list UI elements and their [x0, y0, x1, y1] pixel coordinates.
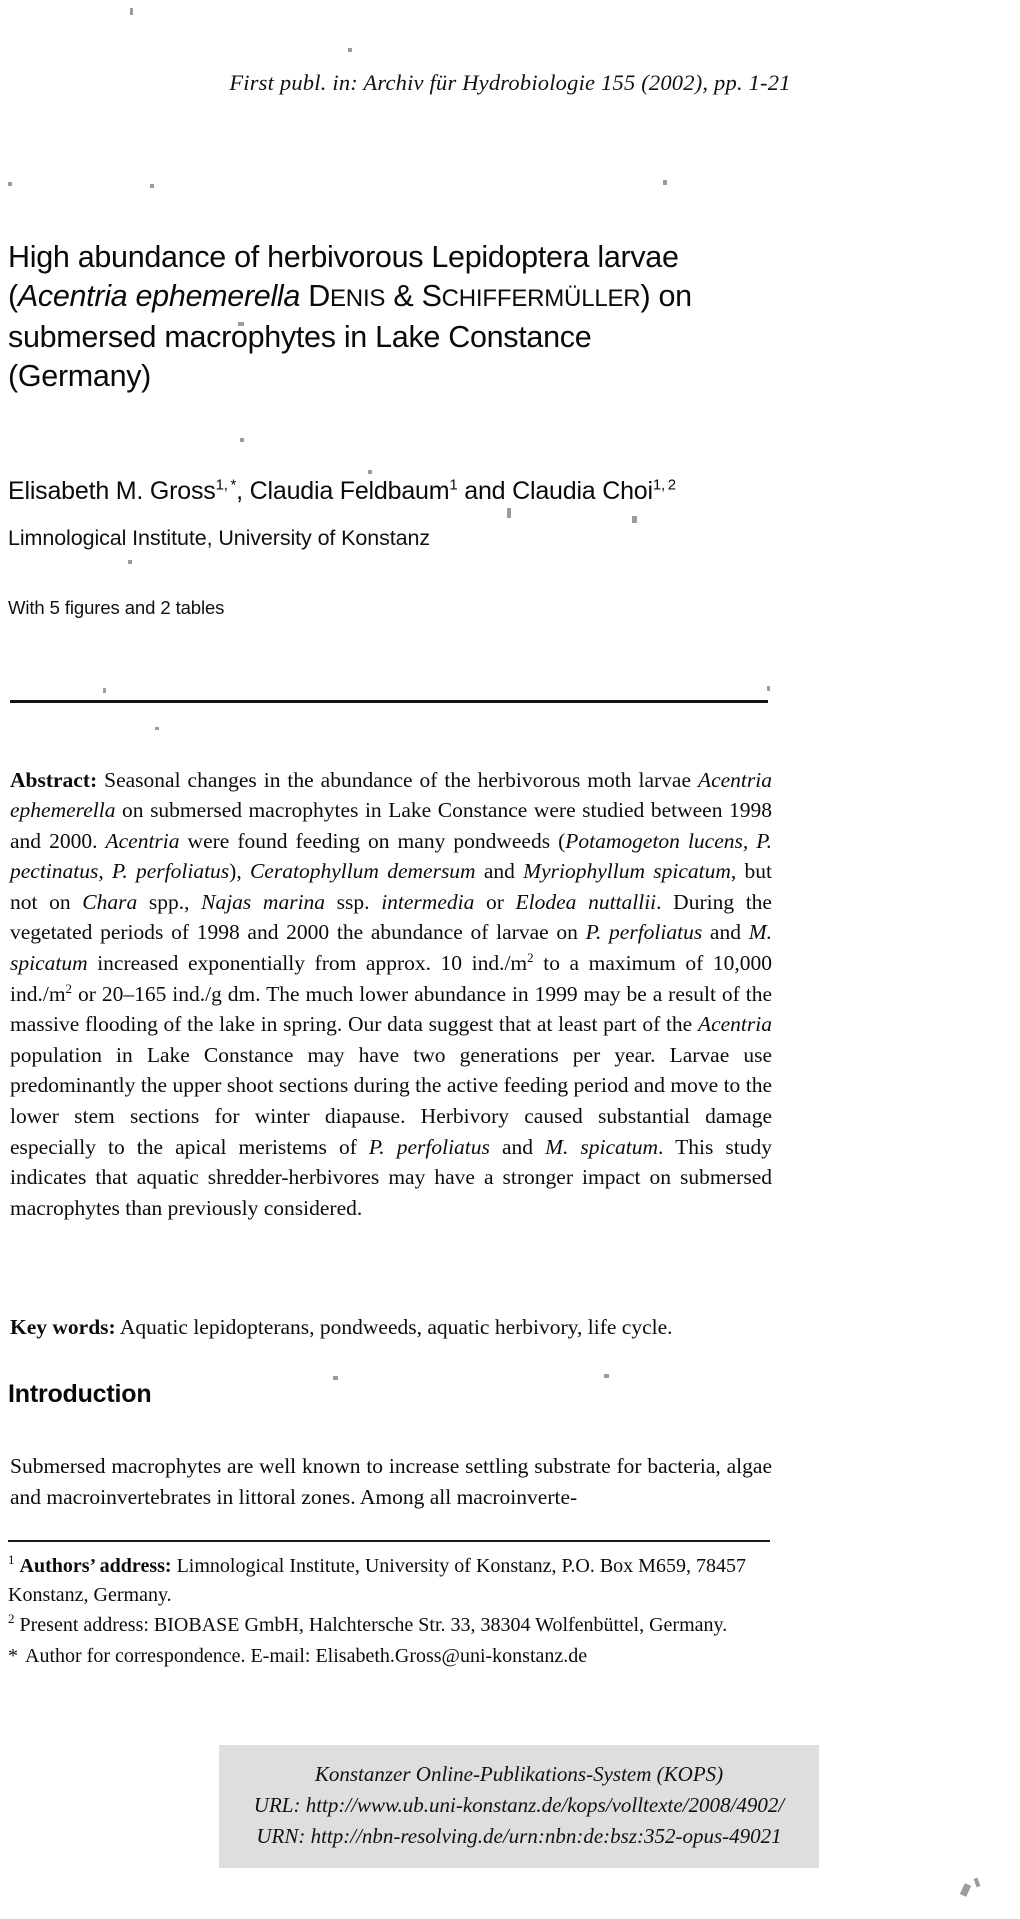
scan-speck [604, 1374, 609, 1378]
species-name: P. perfoliatus [368, 1134, 490, 1159]
abstract-text: ), [229, 859, 250, 884]
introduction-body-text: Submersed macrophytes are well known to increase settling substrate for bacteria, algae and macroinvertebrates in littoral zones. Among all macroinverte- [10, 1453, 772, 1509]
footnote-item [8, 1552, 778, 1609]
author-list [8, 476, 908, 507]
authority-schiffermuller-rest: CHIFFERMÜLLER [441, 285, 641, 313]
page-title [8, 238, 808, 396]
species-name: Acentria ephemerella [10, 767, 772, 823]
title-line-3: submersed macrophytes in Lake Constance [8, 320, 592, 355]
publication-source-header: First publ. in: Archiv für Hydrobiologie 155 (2002), pp. 1-21 [229, 70, 791, 95]
title-line-2-close: ) on [640, 279, 692, 314]
species-name: Potamogeton lucens, P. pectinatus, P. perfoliatus [10, 828, 773, 884]
scan-speck [974, 1878, 981, 1888]
authority-schiffermuller-initial: S [421, 279, 442, 314]
keywords-paragraph [10, 1312, 780, 1342]
species-name: M. spicatum [10, 920, 772, 976]
scan-speck [960, 1883, 971, 1897]
figures-tables-note: With 5 figures and 2 tables [8, 597, 225, 618]
scan-speck [240, 438, 244, 442]
species-name: Acentria [697, 1012, 772, 1037]
abstract-text: . This study indicates that aquatic shredder-herbivores may have a stronger impact on submersed macrophytes than previously considered. [10, 1134, 772, 1220]
affiliation-line: Limnological Institute, University of Konstanz [8, 526, 431, 550]
author-conjunction: and [457, 477, 513, 505]
footnote-item [8, 1642, 778, 1671]
abstract-text: to a maximum of 10,000 ind./m [10, 951, 772, 1006]
species-name: intermedia [381, 889, 475, 914]
scan-speck [663, 180, 667, 185]
footnote-text: Author for correspondence. E-mail: Elisabeth.Gross@uni-konstanz.de [25, 1644, 588, 1667]
species-name: Chara [82, 889, 138, 914]
species-name: Elodea nuttallii [515, 889, 657, 914]
abstract-text: Seasonal changes in the abundance of the herbivorous moth larvae [97, 767, 698, 792]
scan-speck [368, 470, 372, 474]
keywords-text: Aquatic lepidopterans, pondweeds, aquatic herbivory, life cycle. [115, 1314, 673, 1339]
species-name: Myriophyllum spicatum [523, 859, 731, 884]
scan-speck [128, 560, 132, 564]
species-name: P. perfoliatus [585, 920, 703, 945]
abstract-text: on submersed macrophytes in Lake Constance were studied between 1998 and 2000. [10, 798, 772, 853]
header-divider [10, 700, 768, 703]
kops-url[interactable]: URL: http://www.ub.uni-konstanz.de/kops/volltexte/2008/4902/ [253, 1793, 785, 1817]
species-name: Najas marina [201, 889, 326, 914]
footnote-list [8, 1552, 778, 1672]
abstract-text: ssp. [325, 889, 382, 914]
section-heading-introduction: Introduction [8, 1379, 152, 1408]
title-line-1: High abundance of herbivorous Lepidoptera larvae [8, 240, 679, 275]
abstract-text: were found feeding on many pondweeds ( [179, 828, 566, 853]
abstract-text: population in Lake Constance may have two generations per year. Larvae use predominantly the upper shoot sections during the active feeding period and move to the lower stem sections for winter diapause. Herbivory caused substantial damage especially to the apical meristems of [10, 1042, 772, 1159]
authority-ampersand: & [385, 279, 422, 314]
abstract-text: increased exponentially from approx. 10 ind./m [87, 951, 528, 976]
species-name: M. spicatum [545, 1134, 659, 1159]
footnote-marker: * [8, 1644, 18, 1667]
kops-urn[interactable]: URN: http://nbn-resolving.de/urn:nbn:de:bsz:352-opus-49021 [256, 1824, 782, 1848]
author-affiliation-marker-3: 1, 2 [652, 476, 676, 494]
species-name: Ceratophyllum demersum [249, 859, 476, 884]
abstract-text: and [489, 1134, 546, 1159]
abstract-text: or [474, 889, 516, 914]
scan-speck [348, 48, 352, 52]
scan-speck [632, 516, 637, 523]
abstract-paragraph [10, 765, 772, 1224]
title-line-2-open: ( [8, 279, 18, 314]
abstract-text: spp., [137, 889, 202, 914]
scan-speck [507, 508, 511, 518]
keywords-label: Key words: [10, 1314, 116, 1339]
kops-repository-box [219, 1745, 819, 1868]
abstract-label: Abstract: [10, 767, 98, 792]
title-species-name: Acentria ephemerella [17, 279, 301, 314]
species-name: Acentria [105, 828, 180, 853]
footnote-item [8, 1611, 778, 1640]
scan-speck [130, 8, 133, 15]
footnote-marker: 2 [8, 1611, 15, 1627]
author-name-3: Claudia Choi [512, 477, 653, 505]
scan-speck [103, 688, 106, 693]
footnote-divider [8, 1540, 770, 1542]
author-affiliation-marker-1: 1, * [215, 476, 237, 494]
scan-speck [333, 1376, 338, 1380]
abstract-text: . During the vegetated periods of 1998 and 2000 the abundance of larvae on [10, 889, 772, 945]
author-name-1: Elisabeth M. Gross [8, 477, 216, 505]
author-separator: , [236, 477, 250, 505]
abstract-text: and [702, 920, 749, 945]
scan-speck [150, 184, 154, 188]
footnote-label: Authors’ address: [19, 1555, 172, 1577]
authority-denis-initial: D [308, 279, 330, 314]
scan-speck [767, 686, 770, 691]
footnote-text: Present address: BIOBASE GmbH, Halchtersche Str. 33, 38304 Wolfenbüttel, Germany. [19, 1614, 728, 1636]
scan-speck [8, 182, 12, 186]
scan-speck [155, 727, 159, 730]
superscript-unit-exponent: 2 [65, 980, 73, 996]
title-line-4: (Germany) [8, 359, 152, 394]
authority-denis-rest: ENIS [330, 285, 386, 313]
author-affiliation-marker-2: 1 [449, 476, 458, 494]
superscript-unit-exponent: 2 [527, 949, 534, 965]
author-name-2: Claudia Feldbaum [249, 477, 450, 505]
footnote-marker: 1 [8, 1552, 15, 1568]
abstract-text: or 20–165 ind./g dm. The much lower abundance in 1999 may be a result of the massive flooding of the lake in spring. Our data suggest that at least part of the [10, 981, 772, 1037]
abstract-text: and [475, 859, 524, 884]
abstract-text: , but not on [10, 859, 772, 914]
kops-system-name: Konstanzer Online-Publikations-System (KOPS) [314, 1762, 724, 1786]
footnote-text: Limnological Institute, University of Konstanz, P.O. Box M659, 78457 Konstanz, Germany. [8, 1555, 746, 1606]
